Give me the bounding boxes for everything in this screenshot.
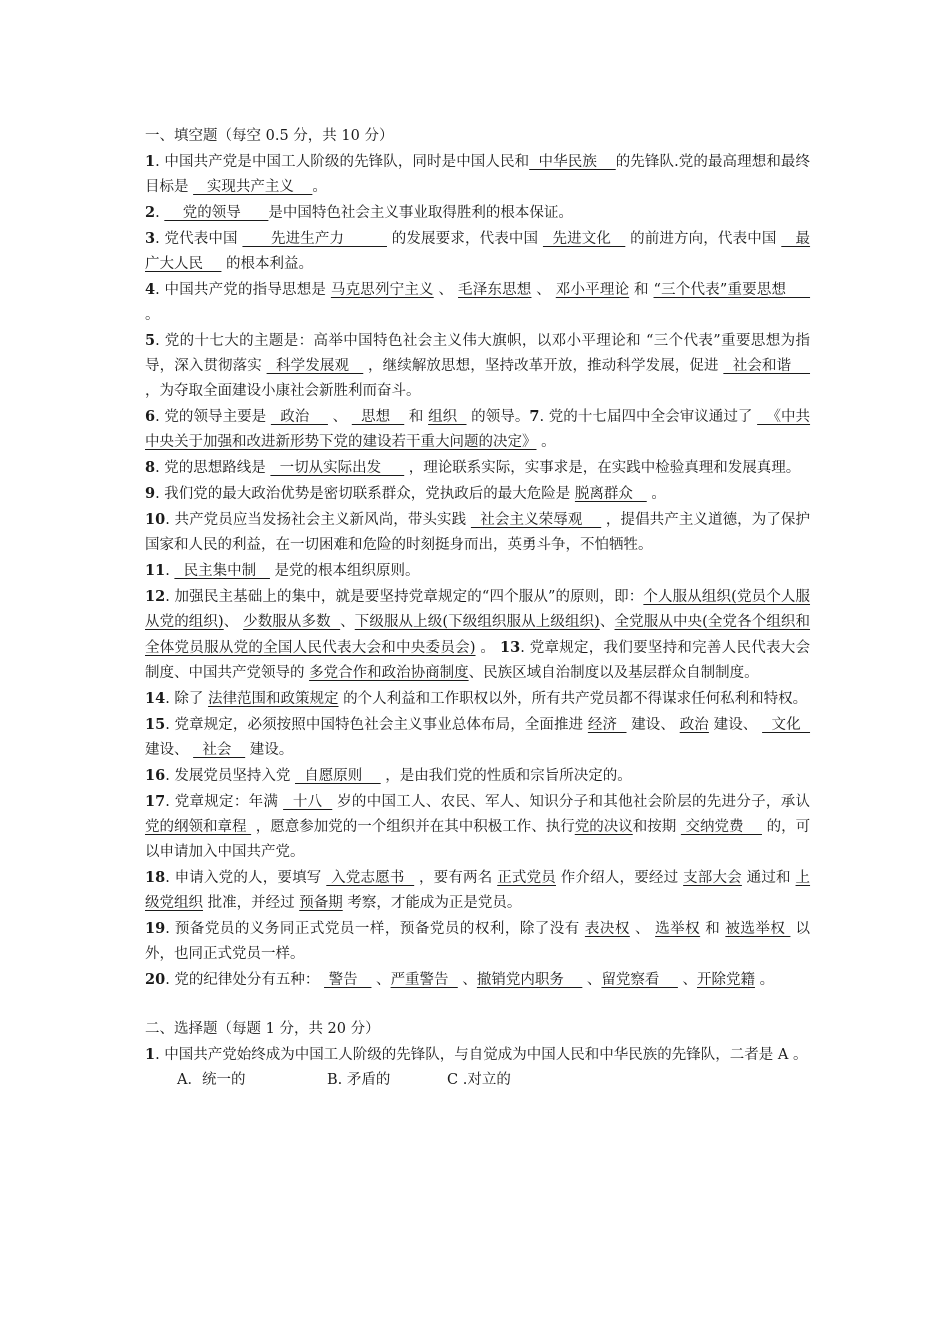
question-text: 、民族区域自治制度以及基层群众自制制度。 — [468, 665, 759, 681]
question-text: 、 — [582, 972, 602, 988]
question-text: ，是由我们党的性质和宗旨所决定的。 — [380, 768, 632, 784]
question-4 — [145, 277, 810, 328]
question-text: . 党的十七届四中全会审议通过了 — [539, 409, 758, 425]
answer-blank: 社会和谐 — [723, 358, 811, 374]
question-text: 和 — [404, 409, 429, 425]
answer-option: B. 矛盾的 — [327, 1072, 391, 1088]
question-text: . 共产党员应当发扬社会主义新风尚，带头实践 — [165, 512, 471, 528]
question-text: . 中国共产党始终成为中国工人阶级的先锋队，与自觉成为中国人民和中华民族的先锋队，二者是 A 。 — [155, 1047, 808, 1063]
question-text: 是党的根本组织原则。 — [269, 563, 420, 579]
answer-blank: 科学发展观 — [266, 358, 364, 374]
answer-blank: 预备期 — [299, 895, 343, 911]
question-number: 13 — [500, 639, 521, 656]
question-text: . 党的纪律处分有五种： — [165, 972, 325, 988]
answer-blank: 经济 — [587, 717, 627, 733]
section-2-title: 二、选择题（每题 1 分，共 20 分） — [145, 1021, 380, 1037]
answer-blank: 多党合作和政治协商制度 — [309, 665, 469, 681]
question-text: 。 — [145, 307, 160, 323]
answer-blank: 马克思列宁主义 — [330, 282, 434, 298]
section-spacer — [145, 993, 810, 1017]
question-text: 。 — [646, 486, 666, 502]
answer-blank: 政治 — [679, 717, 709, 733]
question-text: 通过和 — [741, 870, 796, 886]
question-text: . 预备党员的义务同正式党员一样，预备党员的权利，除了没有 — [165, 921, 585, 937]
question-number: 9 — [145, 485, 156, 502]
question-text: 的前进方向，代表中国 — [625, 231, 782, 247]
answer-blank: 社会主义荣辱观 — [470, 512, 602, 528]
answer-blank: 开除党籍 — [696, 972, 755, 988]
question-number: 10 — [145, 511, 166, 528]
answer-blank: 民主集中制 — [174, 563, 270, 579]
question-number: 11 — [145, 562, 166, 579]
question-text: 的发展要求，代表中国 — [386, 231, 543, 247]
question-number: 15 — [145, 716, 166, 733]
question-text: . 中国共产党是中国工人阶级的先锋队，同时是中国人民和 — [155, 154, 530, 170]
question-text: 考察，才能成为正是党员。 — [342, 895, 522, 911]
question-text: 。 — [536, 434, 556, 450]
answer-options — [177, 1068, 810, 1093]
answer-blank: 毛泽东思想 — [458, 282, 532, 298]
answer-blank: 全党服从中央(全党各个组织和全体党员服从党的全国人民代表大会和中央委员会) — [145, 614, 811, 656]
question-text: . 申请入党的人，要填写 — [165, 870, 327, 886]
question-text: 批准，并经过 — [203, 895, 300, 911]
question-9 — [145, 481, 810, 507]
question-20 — [145, 967, 810, 993]
question-3 — [145, 226, 810, 277]
answer-blank: 上级党组织 — [145, 870, 811, 911]
question-text: 的根本利益。 — [221, 256, 314, 272]
question-text: 以外，也同正式党员一样。 — [145, 921, 811, 962]
question-number: 19 — [145, 920, 166, 937]
question-text: 和 — [700, 921, 726, 937]
answer-blank: 实现共产主义 — [193, 179, 313, 195]
answer-blank: 先进生产力 — [242, 231, 387, 247]
question-19 — [145, 916, 810, 967]
question-text: 、 — [223, 614, 244, 630]
answer-blank: 最广大人民 — [145, 231, 811, 272]
question-text: 、 — [629, 921, 656, 937]
answer-blank: 组织 — [428, 409, 467, 425]
question-1 — [145, 149, 810, 200]
question-text: 岁的中国工人、农民、军人、知识分子和其他社会阶层的先进分子，承认 — [332, 794, 811, 810]
question-number: 1 — [145, 1046, 156, 1063]
question-text: 、 — [371, 972, 391, 988]
answer-blank: 脱离群众 — [574, 486, 647, 502]
question-text: 的先锋队.党的最高理想和最终目标是 — [145, 154, 810, 195]
answer-blank: 入党志愿书 — [326, 870, 415, 886]
question-text: 建设、 — [708, 717, 763, 733]
question-text: 建设。 — [245, 742, 294, 758]
question-text: 、 — [433, 282, 459, 298]
question-6 — [145, 404, 810, 455]
question-text: ，继续解放思想，坚持改革开放，推动科学发展，促进 — [363, 358, 724, 374]
question-text: 是中国特色社会主义事业取得胜利的根本保证。 — [268, 205, 573, 221]
question-number: 20 — [145, 971, 166, 988]
question-14 — [145, 686, 810, 712]
answer-blank: 自愿原则 — [295, 768, 381, 784]
question-number: 1 — [145, 153, 156, 170]
question-text: ，愿意参加党的一个组织并在其中积极工作、执行 — [251, 819, 575, 835]
question-text: . 党章规定：年满 — [165, 794, 284, 810]
answer-blank: 选举权 — [655, 921, 701, 937]
answer-blank: 支部大会 — [683, 870, 742, 886]
question-number: 2 — [145, 204, 156, 221]
answer-blank: 警告 — [324, 972, 372, 988]
question-text: 、 — [327, 409, 352, 425]
question-text: 的领导。 — [466, 409, 530, 425]
question-text: . — [165, 563, 175, 579]
question-text: ，为夺取全面建设小康社会新胜利而奋斗。 — [145, 383, 421, 399]
question-17 — [145, 789, 810, 865]
question-text: . 党的思想路线是 — [155, 460, 271, 476]
answer-blank: 《中共中央关于加强和改进新形势下党的建设若干重大问题的决定》 — [145, 409, 811, 450]
question-number: 18 — [145, 869, 166, 886]
question-text: . 党章规定，我们要坚持和完善人民代表大会制度、中国共产党领导的 — [145, 640, 811, 681]
answer-blank: 正式党员 — [497, 870, 556, 886]
answer-option: A．统一的 — [177, 1072, 246, 1088]
question-15 — [145, 712, 810, 763]
question-text: 、 — [340, 614, 355, 630]
answer-blank: 个人服从组织(党员个人服从党的组织) — [145, 589, 811, 630]
choice-questions — [145, 1042, 810, 1093]
question-10 — [145, 507, 810, 558]
answer-blank: 政治 — [270, 409, 328, 425]
question-11 — [145, 558, 810, 584]
question-text: 。 — [754, 972, 775, 988]
question-number: 8 — [145, 459, 156, 476]
question-text: . 除了 — [165, 691, 209, 707]
question-text: 、 — [677, 972, 697, 988]
question-text: . 党的十七大的主题是：高举中国特色社会主义伟大旗帜，以邓小平理论和 “三个代表”重要思想为指导，深入贯彻落实 — [145, 333, 810, 374]
answer-blank: “三个代表”重要思想 — [653, 282, 811, 298]
question-text: . 发展党员坚持入党 — [165, 768, 296, 784]
question-text: . 党章规定，必须按照中国特色社会主义事业总体布局，全面推进 — [165, 717, 588, 733]
answer-option: C .对立的 — [447, 1072, 511, 1088]
question-text: 的个人利益和工作职权以外，所有共产党员都不得谋求任何私利和特权。 — [338, 691, 808, 707]
question-text: 、 — [457, 972, 477, 988]
question-number: 12 — [145, 588, 166, 605]
answer-blank: 留党察看 — [601, 972, 678, 988]
answer-blank: 一切从实际出发 — [270, 460, 405, 476]
answer-blank: 邓小平理论 — [555, 282, 630, 298]
answer-blank: 社会 — [193, 742, 246, 758]
document-page — [145, 124, 810, 1093]
question-number: 4 — [145, 281, 156, 298]
question-number: 14 — [145, 690, 166, 707]
question-number: 17 — [145, 793, 166, 810]
answer-blank: 严重警告 — [390, 972, 458, 988]
question-text: 和 — [629, 282, 654, 298]
question-text: . 中国共产党的指导思想是 — [155, 282, 331, 298]
question-text: . 我们党的最大政治优势是密切联系群众，党执政后的最大危险是 — [155, 486, 575, 502]
answer-blank: 先进文化 — [542, 231, 626, 247]
question-text: 和按期 — [632, 819, 681, 835]
question-text: . 党代表中国 — [155, 231, 243, 247]
answer-blank: 文化 — [762, 717, 811, 733]
question-text: 作介绍人，要经过 — [555, 870, 684, 886]
question-number: 7 — [529, 408, 540, 425]
answer-blank: 交纳党费 — [680, 819, 762, 835]
question-text: . 加强民主基础上的集中，就是要坚持党章规定的“四个服从”的原则，即： — [165, 589, 644, 605]
question-text: 建设、 — [626, 717, 680, 733]
question-text: 建设、 — [145, 742, 194, 758]
answer-blank: 思想 — [351, 409, 405, 425]
answer-blank: 法律范围和政策规定 — [208, 691, 339, 707]
section-1-title: 一、填空题（每空 0.5 分，共 10 分） — [145, 128, 394, 144]
answer-blank: 中华民族 — [529, 154, 616, 170]
question-8 — [145, 455, 810, 481]
question-text: 。 — [475, 640, 501, 656]
question-text: 的，可以申请加入中国共产党。 — [145, 819, 811, 860]
answer-blank: 党的领导 — [164, 205, 269, 221]
question-number: 16 — [145, 767, 166, 784]
question-text: . — [155, 205, 165, 221]
question-1 — [145, 1042, 810, 1068]
question-text: 。 — [312, 179, 327, 195]
answer-blank: 党的纲领和章程 — [145, 819, 252, 835]
fill-blank-questions — [145, 149, 810, 993]
answer-blank: 十八 — [283, 794, 333, 810]
answer-blank: 少数服从多数 — [243, 614, 341, 630]
question-16 — [145, 763, 810, 789]
question-text: ，提倡共产主义道德，为了保护国家和人民的利益，在一切困难和危险的时刻挺身而出，英勇斗争，不怕牺牲。 — [145, 512, 811, 553]
answer-blank: 撤销党内职务 — [476, 972, 583, 988]
answer-blank: 党的决议 — [574, 819, 633, 835]
question-number: 3 — [145, 230, 156, 247]
answer-blank: 表决权 — [584, 921, 630, 937]
question-12 — [145, 584, 810, 686]
answer-blank: 下级服从上级(下级组织服从上级组织) — [354, 614, 600, 630]
question-text: ，理论联系实际，实事求是，在实践中检验真理和发展真理。 — [404, 460, 801, 476]
question-text: ，要有两名 — [414, 870, 498, 886]
question-number: 6 — [145, 408, 156, 425]
question-18 — [145, 865, 810, 916]
question-text: . 党的领导主要是 — [155, 409, 271, 425]
question-2 — [145, 200, 810, 226]
question-text: 、 — [599, 614, 615, 630]
question-number: 5 — [145, 332, 156, 349]
question-text: 、 — [531, 282, 556, 298]
question-5 — [145, 328, 810, 404]
answer-blank: 被选举权 — [725, 921, 791, 937]
